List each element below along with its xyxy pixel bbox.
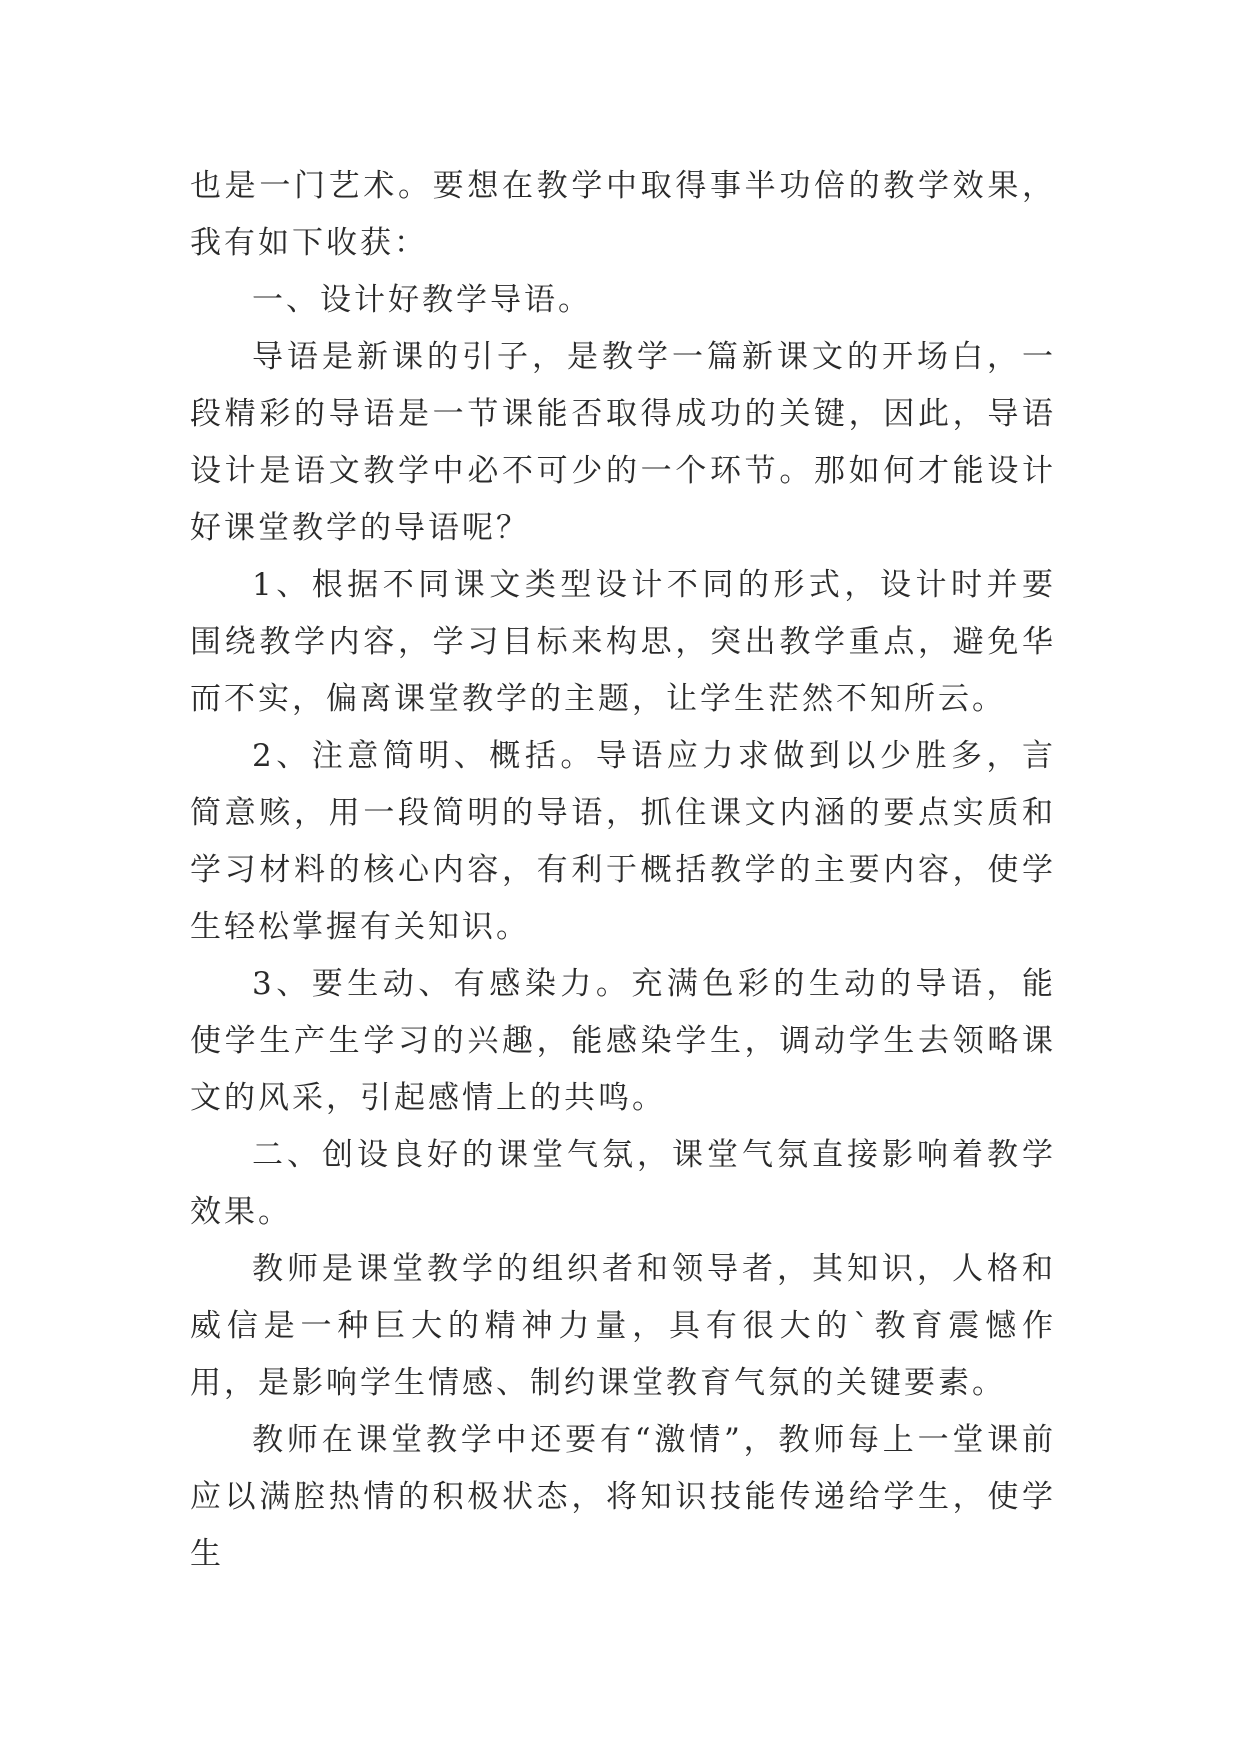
list-item: 2、注意简明、概括。导语应力求做到以少胜多，言简意赅，用一段简明的导语，抓住课文内涵的要点实质和学习材料的核心内容，有利于概括教学的主要内容，使学生轻松掌握有关知识。: [190, 738, 1056, 945]
section-heading: 一、设计好教学导语。: [252, 282, 592, 318]
document-body: [190, 158, 1056, 1583]
paragraph: 教师在课堂教学中还要有“激情”，教师每上一堂课前应以满腔热情的积极状态，将知识技能传递给学生，使学生: [190, 1422, 1056, 1572]
paragraph: 导语是新课的引子，是教学一篇新课文的开场白，一段精彩的导语是一节课能否取得成功的关键，因此，导语设计是语文教学中必不可少的一个环节。那如何才能设计好课堂教学的导语呢？: [190, 339, 1056, 546]
paragraph: 也是一门艺术。要想在教学中取得事半功倍的教学效果，我有如下收获：: [190, 168, 1056, 261]
list-item: 3、要生动、有感染力。充满色彩的生动的导语，能使学生产生学习的兴趣，能感染学生，调动学生去领略课文的风采，引起感情上的共鸣。: [190, 966, 1056, 1116]
section-heading: 二、创设良好的课堂气氛，课堂气氛直接影响着教学效果。: [190, 1137, 1056, 1230]
list-item: 1、根据不同课文类型设计不同的形式，设计时并要围绕教学内容，学习目标来构思，突出教学重点，避免华而不实，偏离课堂教学的主题，让学生茫然不知所云。: [190, 567, 1056, 717]
paragraph: 教师是课堂教学的组织者和领导者，其知识，人格和威信是一种巨大的精神力量，具有很大的`教育震憾作用，是影响学生情感、制约课堂教育气氛的关键要素。: [190, 1251, 1056, 1401]
